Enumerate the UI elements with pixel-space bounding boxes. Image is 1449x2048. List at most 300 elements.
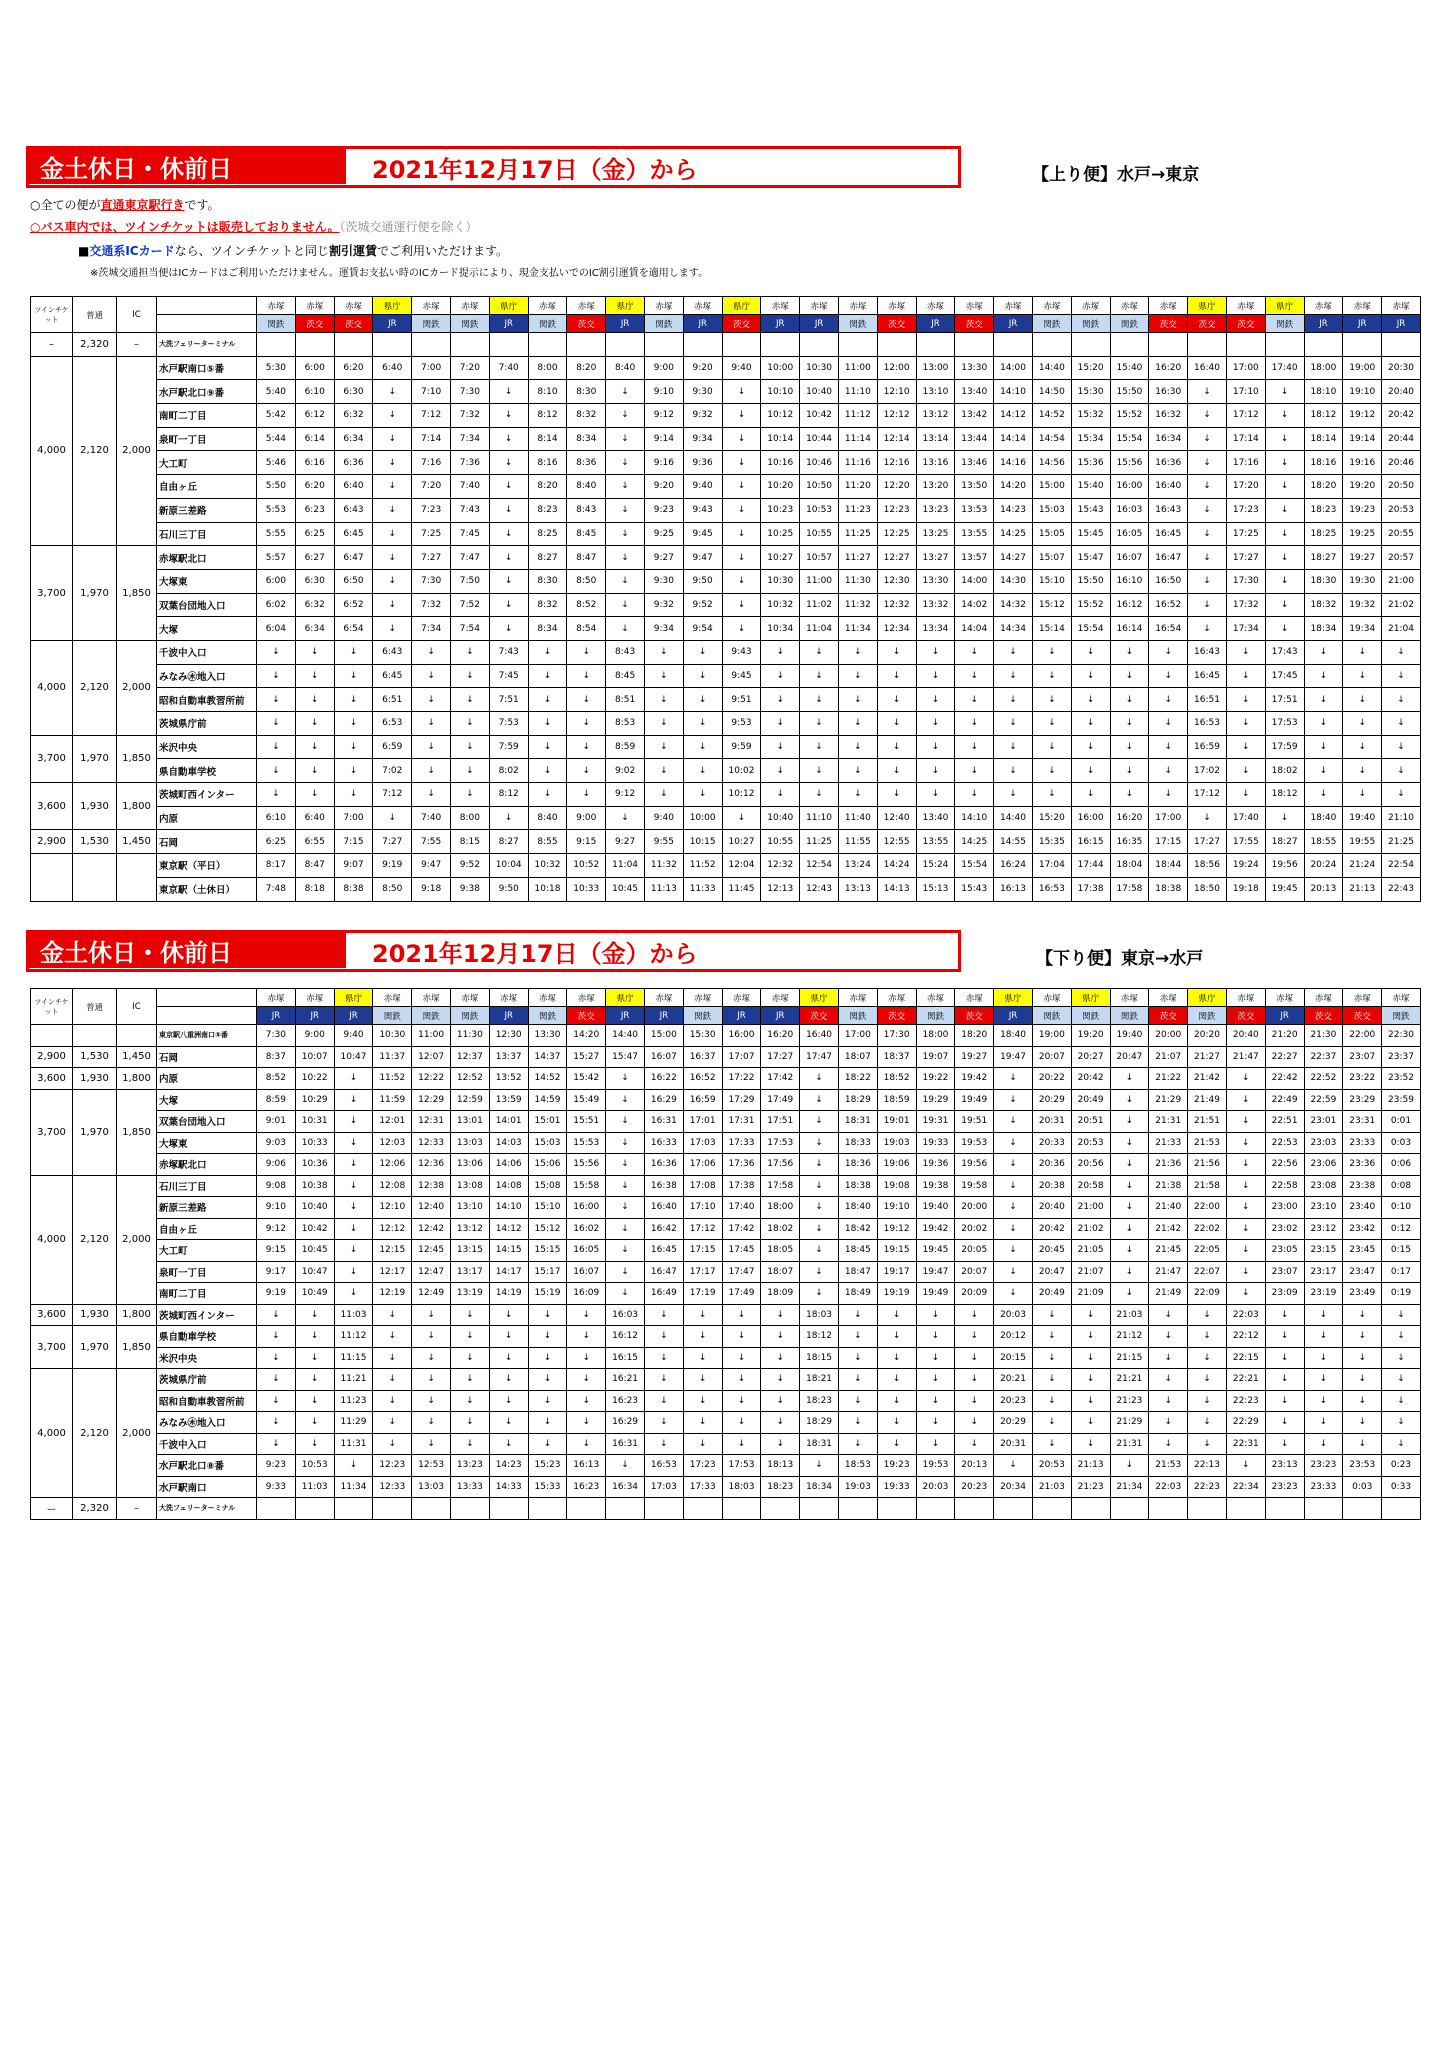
time-cell: 23:53 — [1343, 1455, 1382, 1477]
time-cell: 13:50 — [955, 475, 994, 499]
time-cell: 16:54 — [1149, 617, 1188, 641]
table-row — [31, 1089, 1421, 1111]
time-cell: ↓ — [373, 475, 412, 499]
time-cell: ↓ — [373, 404, 412, 428]
fare-cell: – — [31, 333, 73, 357]
time-cell: ↓ — [1149, 1433, 1188, 1455]
time-cell: 11:10 — [838, 380, 877, 404]
time-cell: ↓ — [761, 640, 800, 664]
time-cell: ↓ — [489, 593, 528, 617]
company-cell: 茨交 — [1149, 315, 1188, 333]
time-cell: ↓ — [450, 1390, 489, 1412]
time-cell: ↓ — [1382, 1304, 1421, 1326]
time-cell: 13:12 — [450, 1218, 489, 1240]
route-cell: 赤塚 — [1382, 297, 1421, 315]
time-cell: ↓ — [606, 806, 645, 830]
time-cell: 14:01 — [489, 1111, 528, 1133]
time-cell: 20:50 — [1382, 475, 1421, 499]
time-cell: 12:20 — [877, 475, 916, 499]
fare-cell: – — [117, 1498, 157, 1520]
time-cell: 18:40 — [838, 1197, 877, 1219]
time-cell: ↓ — [373, 498, 412, 522]
time-cell: ↓ — [606, 427, 645, 451]
time-cell: 14:12 — [489, 1218, 528, 1240]
time-cell — [1110, 333, 1149, 357]
time-cell: 7:25 — [412, 522, 451, 546]
time-cell: ↓ — [295, 1304, 334, 1326]
time-cell: ↓ — [877, 783, 916, 807]
time-cell: 11:04 — [606, 854, 645, 878]
fare-cell: 1,970 — [73, 1326, 117, 1369]
time-cell: 20:12 — [994, 1326, 1033, 1348]
time-cell: 7:51 — [489, 688, 528, 712]
time-cell: 12:32 — [877, 593, 916, 617]
time-cell: ↓ — [489, 427, 528, 451]
route-cell: 県庁 — [373, 297, 412, 315]
time-cell: ↓ — [955, 688, 994, 712]
time-cell: 14:50 — [1032, 380, 1071, 404]
time-cell: 11:00 — [838, 356, 877, 380]
time-cell: ↓ — [722, 1412, 761, 1434]
time-cell: ↓ — [994, 640, 1033, 664]
time-cell: 13:40 — [955, 380, 994, 404]
route-cell: 赤塚 — [1032, 989, 1071, 1007]
time-cell: ↓ — [838, 712, 877, 736]
time-cell: ↓ — [1226, 759, 1265, 783]
time-cell: ↓ — [1149, 783, 1188, 807]
time-cell: 16:40 — [644, 1197, 683, 1219]
time-cell: 21:31 — [1149, 1111, 1188, 1133]
time-cell: 10:32 — [761, 593, 800, 617]
time-cell: 16:53 — [644, 1455, 683, 1477]
time-cell: 17:12 — [683, 1218, 722, 1240]
time-cell: ↓ — [567, 1390, 606, 1412]
time-cell: 7:14 — [412, 427, 451, 451]
time-cell: 8:15 — [450, 830, 489, 854]
time-cell — [916, 333, 955, 357]
time-cell: 13:59 — [489, 1089, 528, 1111]
time-cell: ↓ — [761, 1412, 800, 1434]
time-cell: 9:52 — [450, 854, 489, 878]
time-cell: 21:33 — [1149, 1132, 1188, 1154]
time-cell: 16:43 — [1188, 640, 1227, 664]
time-cell: 18:14 — [1304, 427, 1343, 451]
time-cell: 21:23 — [1110, 1390, 1149, 1412]
fare-header: 普通 — [73, 297, 117, 333]
time-cell — [994, 1498, 1033, 1520]
time-cell: ↓ — [1032, 1304, 1071, 1326]
time-cell: 16:51 — [1188, 688, 1227, 712]
time-cell: 23:42 — [1343, 1218, 1382, 1240]
time-cell: 12:33 — [373, 1476, 412, 1498]
time-cell: 10:44 — [800, 427, 839, 451]
time-cell: 8:20 — [528, 475, 567, 499]
time-cell: 17:45 — [1265, 664, 1304, 688]
time-cell: 0:12 — [1382, 1218, 1421, 1240]
up-note-2: ○バス車内では、ツインチケットは販売しておりません。（茨城交通運行便を除く） — [30, 220, 478, 234]
time-cell: ↓ — [722, 427, 761, 451]
company-cell: JR — [1304, 315, 1343, 333]
fare-cell: 3,600 — [31, 1068, 73, 1090]
time-cell: ↓ — [955, 759, 994, 783]
time-cell: 13:40 — [916, 806, 955, 830]
fare-cell — [117, 854, 157, 901]
time-cell: ↓ — [1265, 380, 1304, 404]
time-cell: 12:03 — [373, 1132, 412, 1154]
time-cell: 19:22 — [916, 1068, 955, 1090]
time-cell: 12:55 — [877, 830, 916, 854]
table-row — [31, 451, 1421, 475]
time-cell: 20:44 — [1382, 427, 1421, 451]
time-cell: 17:53 — [1265, 712, 1304, 736]
time-cell: 20:38 — [1032, 1175, 1071, 1197]
time-cell: 19:00 — [1343, 356, 1382, 380]
time-cell: ↓ — [1304, 1433, 1343, 1455]
time-cell: 23:10 — [1304, 1197, 1343, 1219]
time-cell: 16:53 — [1032, 877, 1071, 901]
time-cell: 0:03 — [1343, 1476, 1382, 1498]
fare-cell: 1,930 — [73, 783, 117, 830]
time-cell: 8:47 — [567, 546, 606, 570]
time-cell: 23:07 — [1343, 1046, 1382, 1068]
time-cell: 21:22 — [1149, 1068, 1188, 1090]
time-cell: 9:30 — [683, 380, 722, 404]
table-row — [31, 640, 1421, 664]
time-cell: 22:23 — [1188, 1476, 1227, 1498]
time-cell: 12:38 — [412, 1175, 451, 1197]
time-cell: ↓ — [761, 1347, 800, 1369]
time-cell: 9:34 — [644, 617, 683, 641]
company-cell: JR — [683, 315, 722, 333]
company-cell: 茨交 — [722, 315, 761, 333]
time-cell: 6:00 — [295, 356, 334, 380]
time-cell: 17:31 — [722, 1111, 761, 1133]
table-row — [31, 522, 1421, 546]
time-cell: 12:33 — [412, 1132, 451, 1154]
time-cell: 7:47 — [450, 546, 489, 570]
route-cell: 赤塚 — [1110, 989, 1149, 1007]
time-cell: ↓ — [606, 1132, 645, 1154]
table-row — [31, 593, 1421, 617]
fare-cell: 4,000 — [31, 640, 73, 735]
time-cell: 21:07 — [1071, 1261, 1110, 1283]
company-cell: JR — [1343, 315, 1382, 333]
time-cell: ↓ — [1304, 688, 1343, 712]
time-cell — [412, 1498, 451, 1520]
time-cell: 11:34 — [334, 1476, 373, 1498]
stop-name: 千波中入口 — [157, 640, 257, 664]
time-cell: 17:30 — [1226, 569, 1265, 593]
time-cell: ↓ — [1032, 735, 1071, 759]
time-cell: 5:40 — [257, 380, 296, 404]
time-cell: 13:25 — [916, 522, 955, 546]
time-cell: ↓ — [1188, 451, 1227, 475]
time-cell: 16:07 — [1110, 546, 1149, 570]
time-cell: ↓ — [450, 664, 489, 688]
fare-cell: 1,970 — [73, 735, 117, 782]
time-cell: 14:00 — [955, 569, 994, 593]
time-cell: ↓ — [1071, 735, 1110, 759]
time-cell — [1032, 1498, 1071, 1520]
time-cell: 20:53 — [1032, 1455, 1071, 1477]
time-cell: 23:52 — [1382, 1068, 1421, 1090]
time-cell: 19:36 — [916, 1154, 955, 1176]
time-cell: ↓ — [1226, 1132, 1265, 1154]
time-cell: 17:38 — [722, 1175, 761, 1197]
company-label — [157, 1007, 257, 1025]
time-cell: 6:34 — [334, 427, 373, 451]
time-cell: 15:58 — [567, 1175, 606, 1197]
time-cell: 18:59 — [877, 1089, 916, 1111]
time-cell: 10:55 — [800, 522, 839, 546]
time-cell — [683, 1498, 722, 1520]
time-cell: 17:04 — [1032, 854, 1071, 878]
time-cell: 22:59 — [1304, 1089, 1343, 1111]
time-cell: ↓ — [1382, 1326, 1421, 1348]
time-cell: 20:40 — [1032, 1197, 1071, 1219]
time-cell: 20:53 — [1071, 1132, 1110, 1154]
time-cell: 10:16 — [761, 451, 800, 475]
time-cell: 12:31 — [412, 1111, 451, 1133]
route-cell: 赤塚 — [1265, 989, 1304, 1007]
time-cell: 9:59 — [722, 735, 761, 759]
time-cell: ↓ — [994, 783, 1033, 807]
time-cell: 15:00 — [1032, 475, 1071, 499]
fare-cell: 3,700 — [31, 1326, 73, 1369]
time-cell: ↓ — [1032, 783, 1071, 807]
time-cell: ↓ — [334, 1068, 373, 1090]
time-cell: ↓ — [528, 1326, 567, 1348]
time-cell: ↓ — [528, 712, 567, 736]
time-cell: 7:02 — [373, 759, 412, 783]
time-cell: 11:45 — [722, 877, 761, 901]
time-cell: 12:07 — [412, 1046, 451, 1068]
time-cell: ↓ — [1110, 1261, 1149, 1283]
time-cell: ↓ — [412, 759, 451, 783]
time-cell: 20:49 — [1071, 1089, 1110, 1111]
time-cell: ↓ — [1188, 806, 1227, 830]
time-cell: 19:42 — [955, 1068, 994, 1090]
route-cell: 赤塚 — [800, 297, 839, 315]
time-cell: 6:51 — [373, 688, 412, 712]
time-cell: ↓ — [1188, 1433, 1227, 1455]
time-cell: 8:02 — [489, 759, 528, 783]
time-cell: ↓ — [450, 735, 489, 759]
time-cell — [489, 1498, 528, 1520]
time-cell: ↓ — [606, 1261, 645, 1283]
time-cell: 19:30 — [1343, 569, 1382, 593]
time-cell: ↓ — [412, 712, 451, 736]
time-cell: 18:15 — [800, 1347, 839, 1369]
time-cell: ↓ — [373, 1304, 412, 1326]
time-cell: 7:32 — [412, 593, 451, 617]
time-cell: ↓ — [334, 1111, 373, 1133]
time-cell: 17:08 — [683, 1175, 722, 1197]
time-cell: 13:10 — [450, 1197, 489, 1219]
time-cell: 10:00 — [683, 806, 722, 830]
time-cell: 23:07 — [1265, 1261, 1304, 1283]
time-cell: 10:49 — [295, 1283, 334, 1305]
time-cell: 9:53 — [722, 712, 761, 736]
time-cell: ↓ — [1226, 664, 1265, 688]
time-cell: 13:24 — [838, 854, 877, 878]
time-cell: ↓ — [334, 664, 373, 688]
time-cell: 15:03 — [1032, 498, 1071, 522]
time-cell: ↓ — [412, 1369, 451, 1391]
time-cell: 18:04 — [1110, 854, 1149, 878]
time-cell — [1304, 1498, 1343, 1520]
time-cell: 9:10 — [257, 1197, 296, 1219]
time-cell: 17:15 — [683, 1240, 722, 1262]
time-cell: ↓ — [800, 1175, 839, 1197]
time-cell: ↓ — [1110, 1154, 1149, 1176]
time-cell: ↓ — [1226, 1089, 1265, 1111]
time-cell: 6:32 — [334, 404, 373, 428]
fare-cell: 1,930 — [73, 1068, 117, 1090]
time-cell: ↓ — [1071, 1347, 1110, 1369]
time-cell: ↓ — [761, 1390, 800, 1412]
time-cell: 10:07 — [295, 1046, 334, 1068]
time-cell: 17:56 — [761, 1154, 800, 1176]
time-cell: 13:27 — [916, 546, 955, 570]
time-cell: 7:00 — [334, 806, 373, 830]
time-cell: 12:59 — [450, 1089, 489, 1111]
time-cell: 6:20 — [334, 356, 373, 380]
time-cell: ↓ — [1188, 1369, 1227, 1391]
time-cell: ↓ — [1265, 1433, 1304, 1455]
time-cell: 8:16 — [528, 451, 567, 475]
time-cell: 17:40 — [1226, 806, 1265, 830]
time-cell: 16:12 — [1110, 593, 1149, 617]
time-cell: 6:32 — [295, 593, 334, 617]
time-cell: 12:43 — [800, 877, 839, 901]
time-cell: 21:53 — [1188, 1132, 1227, 1154]
time-cell: 16:45 — [1149, 522, 1188, 546]
time-cell: ↓ — [1032, 1412, 1071, 1434]
time-cell: 7:48 — [257, 877, 296, 901]
time-cell: 7:34 — [450, 427, 489, 451]
stop-name: 大塚 — [157, 617, 257, 641]
time-cell: ↓ — [722, 1369, 761, 1391]
time-cell: ↓ — [606, 1089, 645, 1111]
time-cell: ↓ — [1265, 593, 1304, 617]
time-cell — [373, 1498, 412, 1520]
route-cell: 赤塚 — [761, 989, 800, 1007]
time-cell: ↓ — [1071, 759, 1110, 783]
time-cell: 13:23 — [916, 498, 955, 522]
time-cell: 14:40 — [1032, 356, 1071, 380]
time-cell: ↓ — [994, 1261, 1033, 1283]
time-cell: 12:14 — [877, 427, 916, 451]
time-cell: 19:07 — [916, 1046, 955, 1068]
time-cell: 14:19 — [489, 1283, 528, 1305]
time-cell: 9:40 — [722, 356, 761, 380]
time-cell — [1188, 1498, 1227, 1520]
fare-cell: 2,120 — [73, 1369, 117, 1498]
company-cell: 茨交 — [877, 1007, 916, 1025]
time-cell: 20:24 — [1304, 854, 1343, 878]
time-cell: ↓ — [334, 1154, 373, 1176]
time-cell: ↓ — [295, 1326, 334, 1348]
time-cell: 9:00 — [295, 1025, 334, 1047]
time-cell: ↓ — [1343, 783, 1382, 807]
time-cell: ↓ — [606, 498, 645, 522]
table-row — [31, 380, 1421, 404]
time-cell: 7:45 — [489, 664, 528, 688]
time-cell: ↓ — [644, 1412, 683, 1434]
time-cell: ↓ — [450, 688, 489, 712]
company-cell: 茨交 — [1304, 1007, 1343, 1025]
stop-name: 赤塚駅北口 — [157, 546, 257, 570]
time-cell: 8:37 — [257, 1046, 296, 1068]
stop-name: 大工町 — [157, 451, 257, 475]
time-cell: ↓ — [683, 759, 722, 783]
time-cell: 0:10 — [1382, 1197, 1421, 1219]
time-cell: 6:14 — [295, 427, 334, 451]
time-cell — [761, 333, 800, 357]
stop-name: 茨城県庁前 — [157, 1369, 257, 1391]
time-cell: ↓ — [450, 1412, 489, 1434]
time-cell: 9:25 — [644, 522, 683, 546]
time-cell: 16:31 — [606, 1433, 645, 1455]
route-label — [157, 297, 257, 315]
time-cell: 21:36 — [1149, 1154, 1188, 1176]
time-cell: ↓ — [1032, 1369, 1071, 1391]
table-row — [31, 1261, 1421, 1283]
stop-name: 茨城町西インター — [157, 1304, 257, 1326]
table-row — [31, 1390, 1421, 1412]
time-cell: 22:05 — [1188, 1240, 1227, 1262]
time-cell: 15:51 — [567, 1111, 606, 1133]
table-row — [31, 356, 1421, 380]
table-row — [31, 1369, 1421, 1391]
time-cell: 9:20 — [683, 356, 722, 380]
time-cell — [722, 333, 761, 357]
time-cell: ↓ — [916, 1412, 955, 1434]
fare-header: ツインチケット — [31, 989, 73, 1025]
fare-cell: 3,700 — [31, 735, 73, 782]
time-cell: ↓ — [528, 688, 567, 712]
time-cell: ↓ — [683, 1304, 722, 1326]
time-cell: 15:43 — [955, 877, 994, 901]
time-cell: 10:20 — [761, 475, 800, 499]
time-cell: ↓ — [295, 735, 334, 759]
fare-cell: 1,530 — [73, 1046, 117, 1068]
time-cell: ↓ — [528, 1369, 567, 1391]
time-cell: ↓ — [1149, 1412, 1188, 1434]
time-cell: ↓ — [1265, 546, 1304, 570]
time-cell: 19:24 — [1226, 854, 1265, 878]
time-cell: ↓ — [994, 759, 1033, 783]
time-cell: 15:52 — [1110, 404, 1149, 428]
route-cell: 赤塚 — [373, 989, 412, 1007]
time-cell: ↓ — [994, 1154, 1033, 1176]
time-cell — [489, 333, 528, 357]
time-cell: ↓ — [1188, 593, 1227, 617]
time-cell: 16:14 — [1110, 617, 1149, 641]
time-cell: 20:07 — [1032, 1046, 1071, 1068]
time-cell: 12:42 — [412, 1218, 451, 1240]
time-cell — [1382, 1498, 1421, 1520]
time-cell: ↓ — [916, 783, 955, 807]
stop-name: 米沢中央 — [157, 1347, 257, 1369]
time-cell: ↓ — [1343, 735, 1382, 759]
time-cell — [722, 1498, 761, 1520]
time-cell: ↓ — [334, 640, 373, 664]
time-cell: 21:51 — [1188, 1111, 1227, 1133]
time-cell: 17:45 — [722, 1240, 761, 1262]
time-cell: 19:03 — [838, 1476, 877, 1498]
